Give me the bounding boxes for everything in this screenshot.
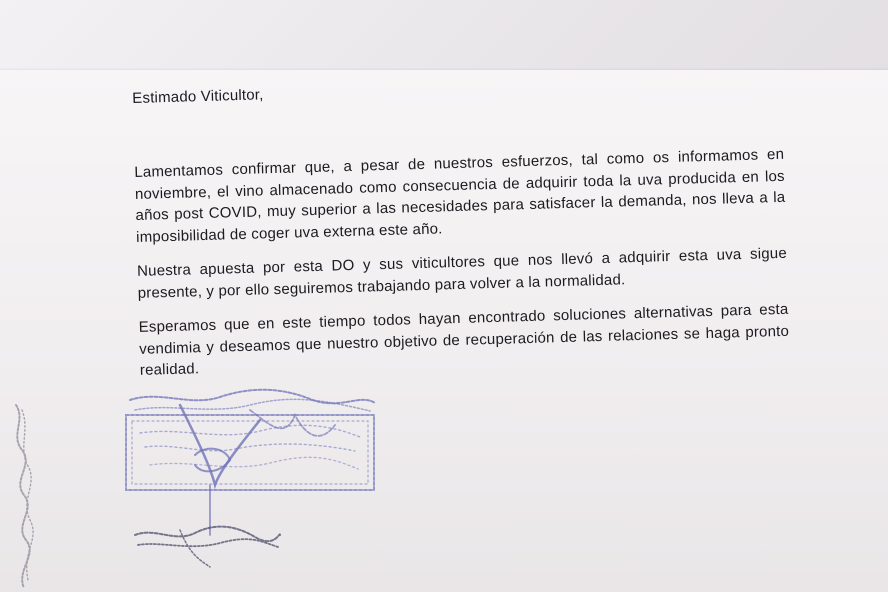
margin-scribble xyxy=(4,400,38,592)
letter-paragraph-1: Lamentamos confirmar que, a pesar de nuestros esfuerzos, tal como os informamos en noviembre, el vino almacenado como consecuencia de adquirir toda la uva producida en los años post COVID, muy superior a las necesidades para satisfacer la demanda, nos lleva a la imposibilidad de coger uva externa este año. xyxy=(134,145,786,246)
letter-body xyxy=(132,70,790,395)
letter-paragraph-2: Nuestra apuesta por esta DO y sus viticultores que nos llevó a adquirir esta uva sigue presente, y por ello seguiremos trabajando para volver a la normalidad. xyxy=(136,244,788,302)
letter-paragraph-3: Esperamos que en este tiempo todos hayan encontrado soluciones alternativas para esta vendimia y deseamos que nuestro objetivo de recuperación de las relaciones se haga pronto realidad. xyxy=(138,300,790,379)
stamp-and-signature xyxy=(120,385,380,575)
letter-greeting: Estimado Viticultor, xyxy=(132,86,264,107)
